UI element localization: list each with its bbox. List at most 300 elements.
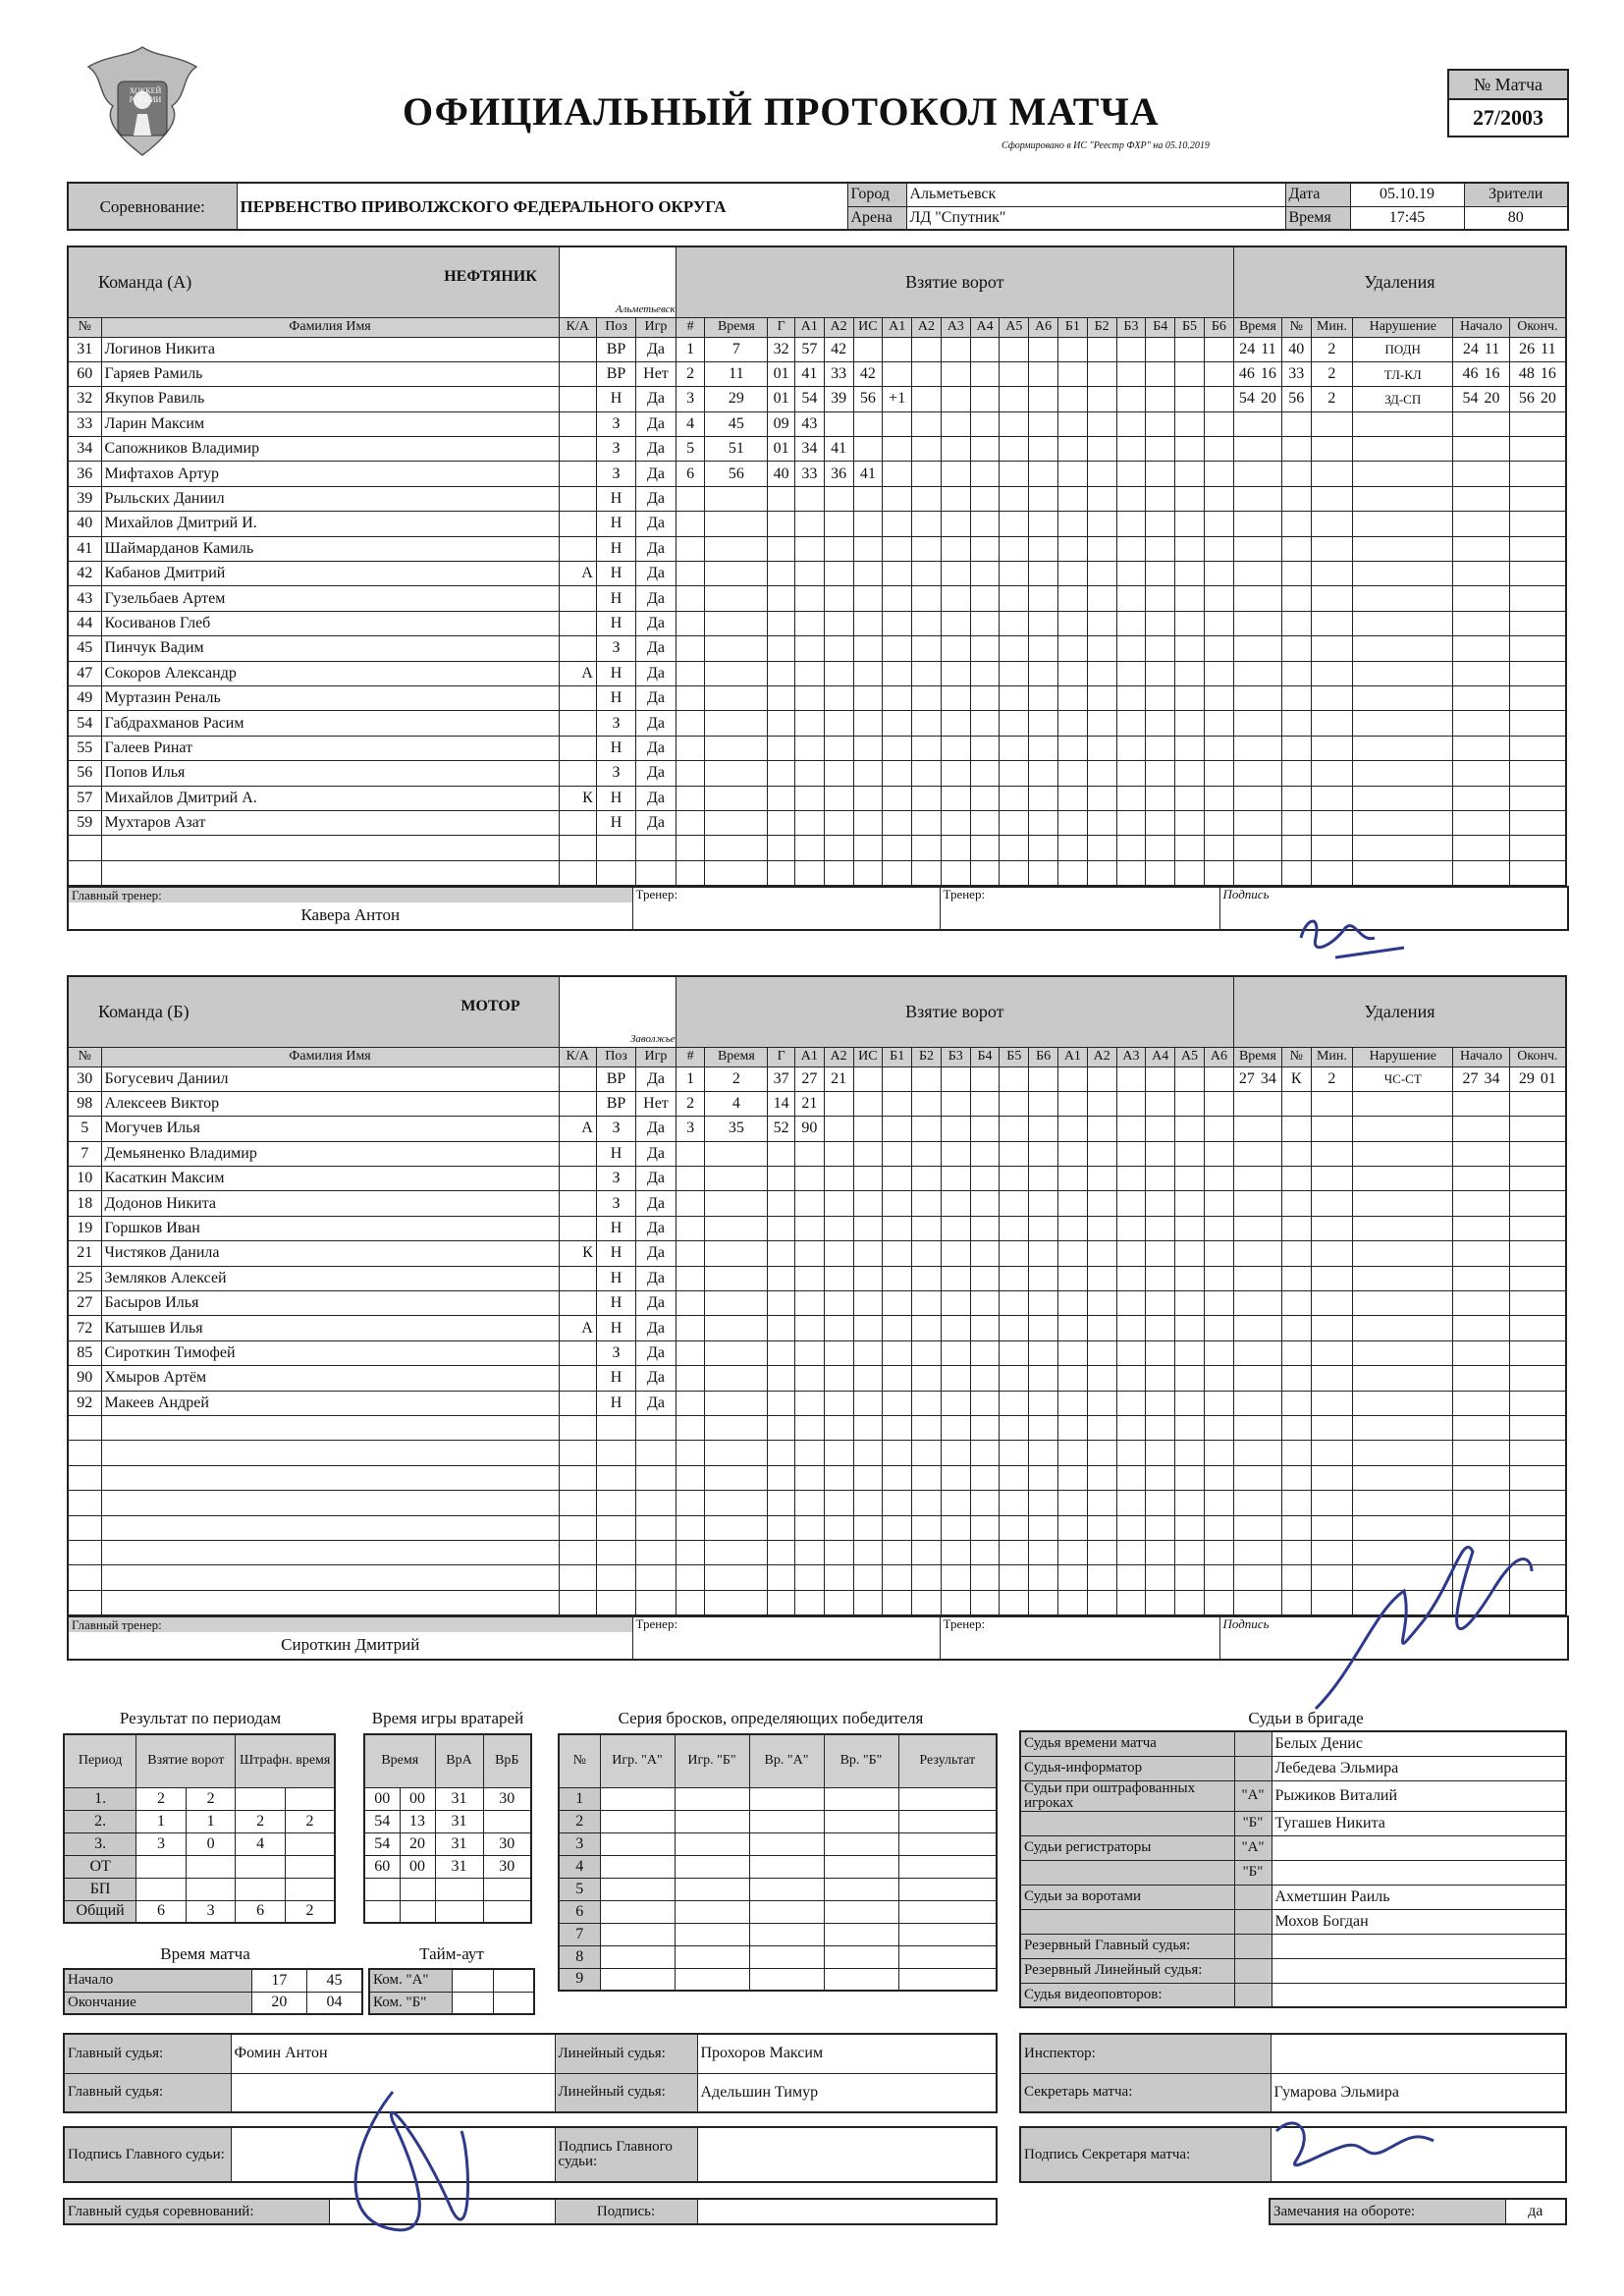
goals-section-label: Взятие ворот (676, 246, 1233, 317)
time-label: Время (1285, 206, 1350, 230)
period-value: 6 (236, 1900, 286, 1923)
penalty-cell: К (1281, 1066, 1311, 1091)
secretary-value: Гумарова Эльмира (1271, 2073, 1566, 2112)
shootout-col-header: № (559, 1734, 600, 1787)
player-number: 43 (68, 586, 101, 611)
player-position: Н (596, 611, 635, 635)
periods-head-period: Период (64, 1734, 136, 1787)
player-played: Да (636, 437, 676, 462)
player-played: Да (636, 1291, 676, 1316)
player-name: Кабанов Дмитрий (101, 562, 559, 586)
penalty-col-header: Мин. (1311, 1047, 1353, 1066)
player-name: Рыльских Даниил (101, 486, 559, 511)
penalty-val: 01 (1540, 1069, 1556, 1087)
coach-2-label: Тренер: (943, 886, 986, 902)
goal-col-header: А5 (1175, 1047, 1205, 1066)
goal-cell: 56 (705, 462, 768, 486)
match-number: 27/2003 (1472, 105, 1544, 130)
player-position: Н (596, 736, 635, 760)
period-value: 2 (236, 1810, 286, 1832)
penalty-val: 34 (1484, 1069, 1500, 1087)
goalie-head-b: ВрБ (483, 1734, 531, 1787)
goal-cell: 7 (705, 337, 768, 361)
player-number: 21 (68, 1241, 101, 1266)
goal-col-header: Время (705, 1047, 768, 1066)
goal-cell: 33 (824, 361, 853, 386)
match-end-min: 04 (307, 1992, 362, 2014)
goal-cell: 42 (824, 337, 853, 361)
player-number: 5 (68, 1117, 101, 1141)
player-number: 33 (68, 411, 101, 436)
player-number: 54 (68, 711, 101, 736)
goal-cell: 35 (705, 1117, 768, 1141)
goalie-time-value: 00 (364, 1787, 400, 1810)
player-name: Пинчук Вадим (101, 636, 559, 661)
player-number: 72 (68, 1316, 101, 1340)
goal-cell: 42 (853, 361, 883, 386)
player-played: Да (636, 462, 676, 486)
goal-cell: 3 (676, 1117, 705, 1141)
line-referee-1-label: Линейный судья: (555, 2034, 697, 2073)
generated-note: Сформировано в ИС "Реестр ФХР" на 05.10.2019 (1001, 140, 1210, 151)
goal-col-header: ИС (853, 317, 883, 337)
goal-cell: 3 (676, 387, 705, 411)
player-position: Н (596, 1266, 635, 1290)
official-side: "Б" (1234, 1860, 1272, 1885)
period-label: Общий (64, 1900, 136, 1923)
penalty-val: 54 (1462, 390, 1479, 408)
official-side: "А" (1234, 1835, 1272, 1860)
secretary-signature-label: Подпись Секретаря матча: (1020, 2127, 1271, 2182)
shootout-col-header: Вр. "А" (749, 1734, 824, 1787)
shootout-row-number: 1 (559, 1787, 600, 1810)
player-played: Да (636, 1266, 676, 1290)
player-number: 49 (68, 685, 101, 710)
player-name: Додонов Никита (101, 1191, 559, 1216)
player-number: 39 (68, 486, 101, 511)
player-name: Михайлов Дмитрий И. (101, 512, 559, 536)
player-number: 25 (68, 1266, 101, 1290)
player-position: Н (596, 1316, 635, 1340)
player-position: Н (596, 387, 635, 411)
player-name: Богусевич Даниил (101, 1066, 559, 1091)
goalie-head-a: ВрА (435, 1734, 483, 1787)
goal-cell: 43 (794, 411, 824, 436)
player-position: ВР (596, 361, 635, 386)
player-number: 40 (68, 512, 101, 536)
player-played: Нет (636, 1091, 676, 1116)
penalty-col-header: Нарушение (1353, 1047, 1453, 1066)
period-value: 0 (186, 1832, 236, 1855)
period-value: 3 (186, 1900, 236, 1923)
penalty-cell: 2 (1311, 337, 1353, 361)
goalie-time-value: 60 (364, 1855, 400, 1878)
player-number: 55 (68, 736, 101, 760)
goalie-time-value: 31 (435, 1787, 483, 1810)
roster-col-header: Поз (596, 317, 635, 337)
goal-cell: 21 (794, 1091, 824, 1116)
remarks-value: да (1505, 2199, 1566, 2224)
shootout-row-number: 4 (559, 1855, 600, 1878)
penalty-val: 24 (1239, 340, 1256, 357)
player-position: Н (596, 1366, 635, 1391)
official-name: Рыжиков Виталий (1272, 1780, 1566, 1811)
penalty-col-header: Начало (1453, 1047, 1509, 1066)
player-number: 18 (68, 1191, 101, 1216)
goal-cell: 41 (853, 462, 883, 486)
player-name: Ларин Максим (101, 411, 559, 436)
player-number: 36 (68, 462, 101, 486)
arena-label: Арена (847, 206, 906, 230)
goal-col-header: # (676, 1047, 705, 1066)
time-value: 17:45 (1350, 206, 1464, 230)
penalty-val: 48 (1518, 365, 1535, 383)
player-played: Да (636, 1117, 676, 1141)
penalty-val: 24 (1462, 340, 1479, 357)
penalty-col-header: № (1281, 317, 1311, 337)
player-position: Н (596, 786, 635, 810)
penalty-val: 56 (1518, 390, 1535, 408)
period-value: 6 (136, 1900, 187, 1923)
goal-cell: 5 (676, 437, 705, 462)
roster-col-header: К/А (559, 1047, 596, 1066)
team-label: Команда (А) (68, 246, 559, 317)
period-value: 2 (186, 1787, 236, 1810)
player-name: Гузельбаев Артем (101, 586, 559, 611)
player-played: Да (636, 1340, 676, 1365)
goal-cell: 52 (768, 1117, 795, 1141)
goal-cell: 33 (794, 462, 824, 486)
goal-col-header: Б1 (883, 1047, 912, 1066)
player-name: Попов Илья (101, 761, 559, 786)
goalie-time-value: 30 (483, 1787, 531, 1810)
player-position: Н (596, 486, 635, 511)
player-played: Да (636, 486, 676, 511)
player-played: Да (636, 1316, 676, 1340)
penalty-col-header: № (1281, 1047, 1311, 1066)
player-played: Да (636, 536, 676, 561)
goal-cell: 11 (705, 361, 768, 386)
remarks-label: Замечания на обороте: (1270, 2199, 1505, 2224)
goal-cell: 45 (705, 411, 768, 436)
official-role: Судьи при оштрафованных игроках (1020, 1780, 1234, 1811)
goal-col-header: Б5 (1175, 317, 1205, 337)
goal-cell: 41 (824, 437, 853, 462)
player-name: Михайлов Дмитрий А. (101, 786, 559, 810)
player-played: Да (636, 1141, 676, 1166)
penalty-val: 46 (1238, 365, 1255, 383)
goal-col-header: Б3 (941, 1047, 970, 1066)
goal-cell: 4 (676, 411, 705, 436)
head-coach-name: Сироткин Дмитрий (281, 1634, 420, 1654)
period-value: 1 (186, 1810, 236, 1832)
official-role: Судья-информатор (1020, 1756, 1234, 1780)
player-name: Габдрахманов Расим (101, 711, 559, 736)
team-label: Команда (Б) (68, 976, 559, 1047)
player-name: Галеев Ринат (101, 736, 559, 760)
penalty-cell: ПОДН (1353, 337, 1453, 361)
player-position: З (596, 1340, 635, 1365)
goal-col-header: Б6 (1204, 317, 1233, 337)
player-position: ВР (596, 337, 635, 361)
penalty-val: 16 (1540, 365, 1556, 383)
player-name: Сапожников Владимир (101, 437, 559, 462)
goal-cell: 36 (824, 462, 853, 486)
player-position: ВР (596, 1091, 635, 1116)
secretary-label: Секретарь матча: (1020, 2073, 1271, 2112)
roster-col-header: Фамилия Имя (101, 317, 559, 337)
player-position: З (596, 462, 635, 486)
player-name: Шаймарданов Камиль (101, 536, 559, 561)
period-value: 4 (236, 1832, 286, 1855)
player-position: Н (596, 586, 635, 611)
player-number: 92 (68, 1391, 101, 1415)
timeout-title: Тайм-аут (419, 1944, 484, 1963)
penalties-section-label: Удаления (1233, 976, 1566, 1047)
penalty-val: 11 (1261, 340, 1276, 357)
player-number: 57 (68, 786, 101, 810)
goal-col-header: Б1 (1057, 317, 1087, 337)
goal-cell: 09 (768, 411, 795, 436)
player-name: Логинов Никита (101, 337, 559, 361)
player-played: Да (636, 1167, 676, 1191)
official-side: "А" (1234, 1780, 1272, 1811)
goal-col-header: А2 (1087, 1047, 1116, 1066)
goal-cell: 32 (768, 337, 795, 361)
goal-col-header: А6 (1029, 317, 1058, 337)
player-role: А (559, 562, 596, 586)
goal-col-header: Г (768, 317, 795, 337)
official-role: Судья времени матча (1020, 1731, 1234, 1756)
goal-cell: 56 (853, 387, 883, 411)
coach-2-label: Тренер: (943, 1615, 986, 1631)
player-name: Касаткин Максим (101, 1167, 559, 1191)
player-number: 34 (68, 437, 101, 462)
team-signature-label: Подпись (1222, 886, 1270, 902)
goals-section-label: Взятие ворот (676, 976, 1233, 1047)
player-played: Да (636, 810, 676, 835)
goalie-time-value: 54 (364, 1832, 400, 1855)
coach-1-label: Тренер: (635, 886, 678, 902)
player-played: Да (636, 1366, 676, 1391)
player-played: Да (636, 1066, 676, 1091)
player-played: Да (636, 586, 676, 611)
penalty-cell: 33 (1281, 361, 1311, 386)
main-referee-1-label: Главный судья: (64, 2034, 231, 2073)
official-side: "Б" (1234, 1811, 1272, 1835)
goal-col-header: А4 (970, 317, 1000, 337)
penalty-col-header: Время (1233, 317, 1281, 337)
penalties-section-label: Удаления (1233, 246, 1566, 317)
player-number: 44 (68, 611, 101, 635)
player-position: З (596, 711, 635, 736)
player-played: Да (636, 1391, 676, 1415)
date-value: 05.10.19 (1350, 183, 1464, 206)
penalty-val: 34 (1260, 1069, 1276, 1087)
goal-cell: 57 (794, 337, 824, 361)
officials-title: Судьи в бригаде (1248, 1709, 1364, 1727)
penalty-val: 46 (1462, 365, 1479, 383)
player-name: Якупов Равиль (101, 387, 559, 411)
player-name: Басыров Илья (101, 1291, 559, 1316)
player-position: ВР (596, 1066, 635, 1091)
goal-col-header: А1 (794, 317, 824, 337)
player-number: 32 (68, 387, 101, 411)
goal-cell: 41 (794, 361, 824, 386)
goalie-time-title: Время игры вратарей (371, 1709, 524, 1727)
main-referee-1: Фомин Антон (231, 2034, 555, 2073)
player-number: 10 (68, 1167, 101, 1191)
player-position: Н (596, 1291, 635, 1316)
goal-col-header: А3 (1116, 1047, 1146, 1066)
penalty-val: 16 (1260, 365, 1276, 383)
roster-col-header: К/А (559, 317, 596, 337)
logo-text: ХОККЕЙ РОССИИ (129, 86, 162, 104)
player-position: З (596, 1191, 635, 1216)
goalie-time-value: 00 (400, 1855, 435, 1878)
player-name: Катышев Илья (101, 1316, 559, 1340)
player-number: 7 (68, 1141, 101, 1166)
player-name: Макеев Андрей (101, 1391, 559, 1415)
goal-cell: 51 (705, 437, 768, 462)
player-name: Муртазин Реналь (101, 685, 559, 710)
goalie-time-value: 31 (435, 1810, 483, 1832)
period-value: 1 (136, 1810, 187, 1832)
goal-cell: 54 (794, 387, 824, 411)
penalty-val: 26 (1519, 340, 1536, 357)
player-played: Да (636, 761, 676, 786)
match-end-label: Окончание (64, 1992, 251, 2014)
coach-1-label: Тренер: (635, 1615, 678, 1631)
player-name: Чистяков Данила (101, 1241, 559, 1266)
roster-col-header: Игр (636, 1047, 676, 1066)
goal-col-header: Б4 (970, 1047, 1000, 1066)
player-number: 27 (68, 1291, 101, 1316)
head-coach-label: Главный тренер: (69, 1617, 632, 1632)
period-label: ОТ (64, 1855, 136, 1878)
player-name: Мухтаров Азат (101, 810, 559, 835)
line-referee-1: Прохоров Максим (697, 2034, 997, 2073)
competition-referee-label: Главный судья соревнований: (64, 2199, 329, 2224)
roster-col-header: № (68, 1047, 101, 1066)
goal-col-header: Б6 (1029, 1047, 1058, 1066)
arena-value: ЛД "Спутник" (906, 206, 1285, 230)
player-name: Могучев Илья (101, 1117, 559, 1141)
player-position: З (596, 636, 635, 661)
player-position: Н (596, 685, 635, 710)
penalty-val: 16 (1484, 365, 1500, 383)
player-role: К (559, 786, 596, 810)
penalty-val: 20 (1484, 390, 1500, 408)
goal-col-header: Б4 (1146, 317, 1175, 337)
player-played: Да (636, 1191, 676, 1216)
player-played: Да (636, 411, 676, 436)
penalty-cell: ТЛ-КЛ (1353, 361, 1453, 386)
goal-cell: 6 (676, 462, 705, 486)
goal-col-header: Время (705, 317, 768, 337)
player-played: Да (636, 1241, 676, 1266)
period-value: 2 (285, 1900, 335, 1923)
goal-cell: 34 (794, 437, 824, 462)
player-number: 90 (68, 1366, 101, 1391)
official-name: Ахметшин Раиль (1272, 1885, 1566, 1909)
goalie-time-value: 31 (435, 1855, 483, 1878)
period-label: 2. (64, 1810, 136, 1832)
player-number: 30 (68, 1066, 101, 1091)
shootout-row-number: 9 (559, 1968, 600, 1991)
goalie-time-value: 54 (364, 1810, 400, 1832)
shootout-row-number: 2 (559, 1810, 600, 1832)
penalty-val: 11 (1484, 340, 1500, 357)
player-played: Да (636, 786, 676, 810)
goal-col-header: # (676, 317, 705, 337)
shootout-row-number: 3 (559, 1832, 600, 1855)
roster-col-header: Поз (596, 1047, 635, 1066)
penalty-cell: 2 (1311, 1066, 1353, 1091)
goal-col-header: Б2 (1087, 317, 1116, 337)
goal-col-header: А4 (1146, 1047, 1175, 1066)
goal-cell: 1 (676, 337, 705, 361)
player-played: Да (636, 661, 676, 685)
goal-cell: 01 (768, 437, 795, 462)
team-signature-label: Подпись (1222, 1615, 1270, 1631)
player-role: А (559, 1316, 596, 1340)
penalty-val: 20 (1540, 390, 1556, 408)
city-value: Альметьевск (906, 183, 1285, 206)
penalty-col-header: Нарушение (1353, 317, 1453, 337)
player-number: 47 (68, 661, 101, 685)
main-signature-label: Подпись Главного судьи: (64, 2127, 231, 2182)
goal-cell: 4 (705, 1091, 768, 1116)
player-number: 56 (68, 761, 101, 786)
goal-cell: 01 (768, 361, 795, 386)
shootout-title: Серия бросков, определяющих победителя (618, 1709, 924, 1727)
head-coach-name: Кавера Антон (300, 904, 401, 924)
penalty-val: 29 (1518, 1069, 1535, 1087)
main-referee-2-label: Главный судья: (64, 2073, 231, 2112)
roster-col-header: № (68, 317, 101, 337)
official-name: Мохов Богдан (1272, 1909, 1566, 1934)
player-position: З (596, 761, 635, 786)
roster-col-header: Игр (636, 317, 676, 337)
shootout-col-header: Вр. "Б" (824, 1734, 898, 1787)
shootout-row-number: 6 (559, 1900, 600, 1923)
player-name: Мифтахов Артур (101, 462, 559, 486)
official-name: Лебедева Эльмира (1272, 1756, 1566, 1780)
player-position: З (596, 1167, 635, 1191)
goalie-time-value: 13 (400, 1810, 435, 1832)
player-name: Гаряев Рамиль (101, 361, 559, 386)
player-position: Н (596, 1216, 635, 1240)
penalty-cell: ЧС-СТ (1353, 1066, 1453, 1091)
player-played: Да (636, 611, 676, 635)
penalty-cell: 40 (1281, 337, 1311, 361)
goal-col-header: Б5 (1000, 1047, 1029, 1066)
sign-label: Подпись: (555, 2199, 697, 2224)
team-name: НЕФТЯНИК (444, 268, 537, 285)
player-name: Алексеев Виктор (101, 1091, 559, 1116)
player-number: 42 (68, 562, 101, 586)
goal-cell: 21 (824, 1066, 853, 1091)
player-number: 59 (68, 810, 101, 835)
match-start-hour: 17 (251, 1969, 306, 1992)
official-name: Белых Денис (1272, 1731, 1566, 1756)
player-name: Сироткин Тимофей (101, 1340, 559, 1365)
roster-col-header: Фамилия Имя (101, 1047, 559, 1066)
period-label: 3. (64, 1832, 136, 1855)
player-position: Н (596, 810, 635, 835)
player-position: Н (596, 661, 635, 685)
